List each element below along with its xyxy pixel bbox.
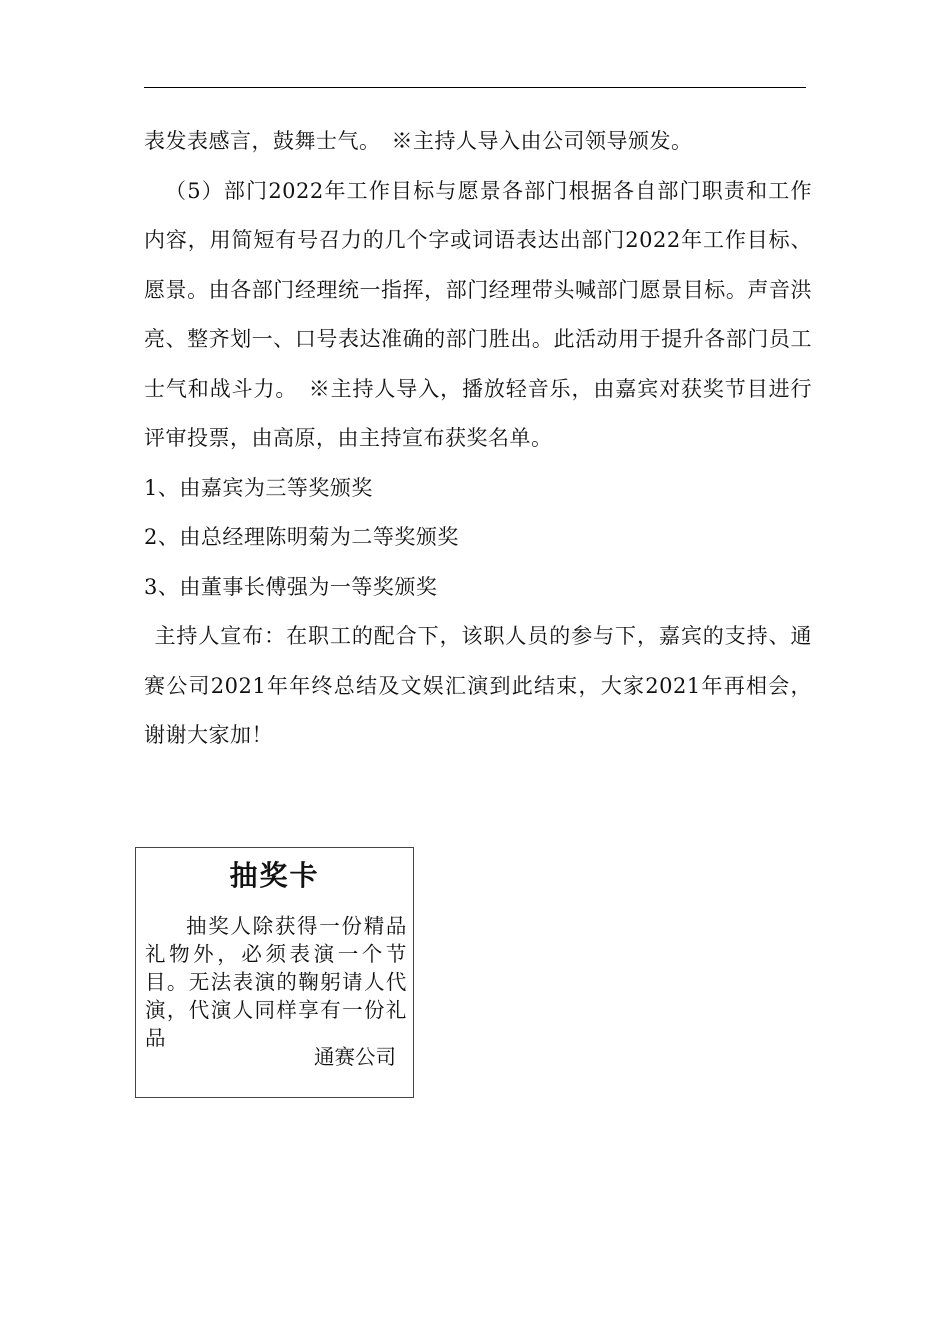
award-item-second: 2、由总经理陈明菊为二等奖颁奖: [144, 525, 459, 549]
award-item-first: 3、由董事长傅强为一等奖颁奖: [144, 574, 438, 599]
paragraph-closing: 主持人宣布：在职工的配合下，该职人员的参与下，嘉宾的支持、通赛公司2021年年终总结及文娱汇演到此结束，大家2021年再相会，谢谢大家加！: [144, 624, 812, 747]
document-body: [144, 117, 812, 761]
lottery-card-title: 抽奖卡: [229, 859, 320, 892]
award-item-third: 1、由嘉宾为三等奖颁奖: [144, 475, 373, 500]
lottery-card-text: 抽奖人除获得一份精品礼物外，必须表演一个节目。无法表演的鞠躬请人代演，代演人同样享有一份礼品: [145, 914, 407, 1050]
paragraph-host-intro: 表发表感言，鼓舞士气。 ※主持人导入由公司领导颁发。: [144, 129, 693, 153]
paragraph-department-goals: （5）部门2022年工作目标与愿景各部门根据各自部门职责和工作内容，用简短有号召力的几个字或词语表达出部门2022年工作目标、愿景。由各部门经理统一指挥，部门经理带头喊部门愿景目标。声音洪亮、整齐划一、口号表达准确的部门胜出。此活动用于提升各部门员工士气和战斗力。 ※主持人导入，播放轻音乐，由嘉宾对获奖节目进行评审投票，由高原，由主持宣布获奖名单。: [144, 178, 812, 450]
lottery-card-signature: 通赛公司: [314, 1045, 396, 1069]
header-rule: [144, 87, 806, 88]
